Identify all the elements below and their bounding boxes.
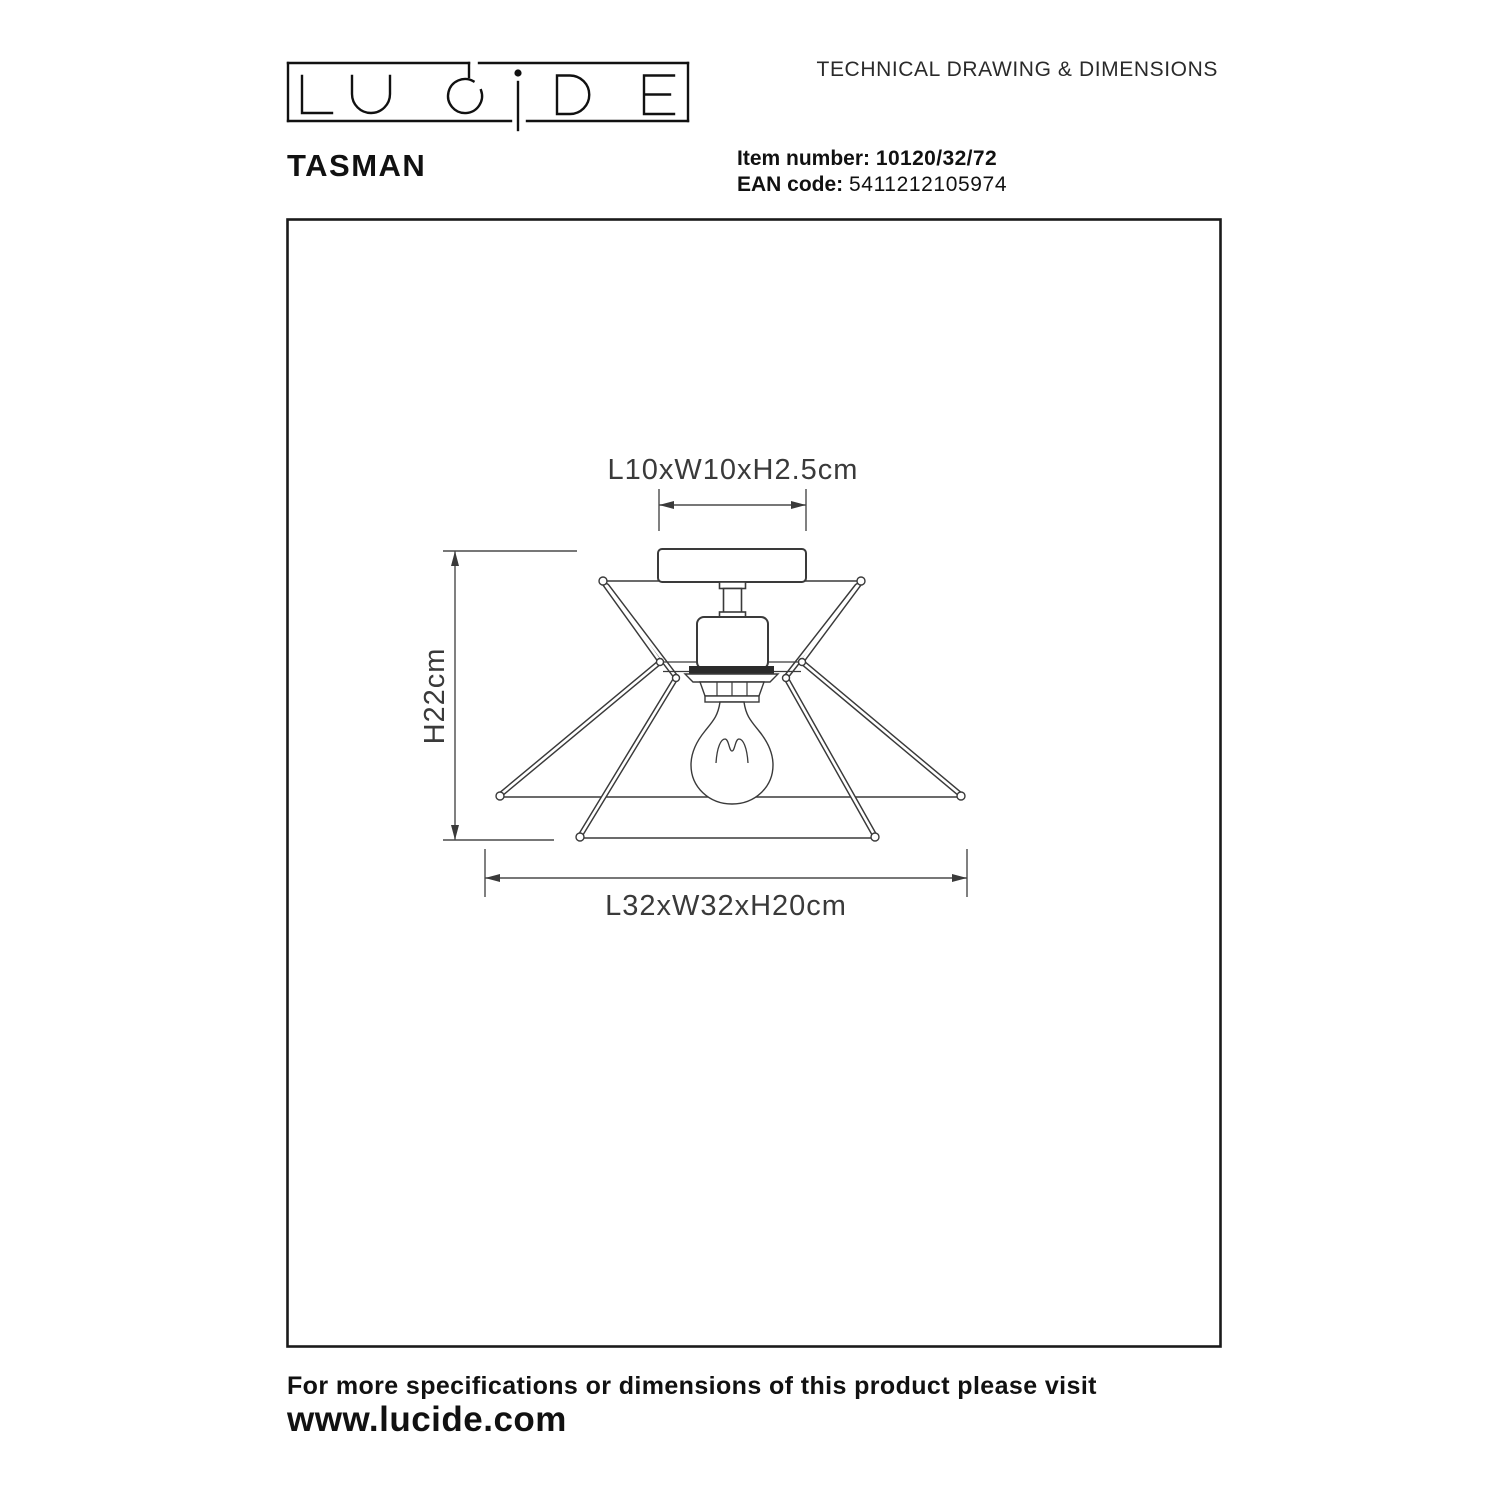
lamp-figure bbox=[496, 549, 965, 841]
arrow-icon bbox=[485, 874, 500, 882]
document-title: TECHNICAL DRAWING & DIMENSIONS bbox=[816, 58, 1218, 81]
shade-ring bbox=[689, 666, 774, 674]
dim-top-label: L10xW10xH2.5cm bbox=[607, 454, 859, 486]
product-codes bbox=[737, 146, 1007, 198]
dim-height-label: H22cm bbox=[419, 647, 451, 745]
lamp-socket bbox=[697, 617, 768, 669]
ean-value: 5411212105974 bbox=[849, 173, 1008, 196]
ceiling-plate bbox=[658, 549, 806, 582]
ean-label: EAN code: bbox=[737, 173, 844, 196]
ean-row bbox=[737, 172, 1007, 198]
product-name: TASMAN bbox=[287, 148, 427, 183]
arrow-icon bbox=[791, 501, 806, 509]
mounting-stem bbox=[720, 582, 746, 619]
item-number-row bbox=[737, 146, 1007, 172]
dim-top-lines bbox=[659, 489, 806, 531]
website-link[interactable]: www.lucide.com bbox=[287, 1400, 567, 1439]
logo-letter-c bbox=[448, 79, 482, 113]
item-number-label: Item number: bbox=[737, 147, 871, 170]
item-number-value: 10120/32/72 bbox=[875, 147, 998, 170]
technical-drawing bbox=[286, 218, 1222, 1348]
footer-note: For more specifications or dimensions of this product please visit bbox=[287, 1372, 1097, 1400]
dim-bottom-label: L32xW32xH20cm bbox=[605, 890, 847, 922]
arrow-icon bbox=[451, 551, 459, 566]
arrow-icon bbox=[952, 874, 967, 882]
arrow-icon bbox=[659, 501, 674, 509]
arrow-icon bbox=[451, 825, 459, 840]
light-bulb bbox=[691, 702, 773, 804]
